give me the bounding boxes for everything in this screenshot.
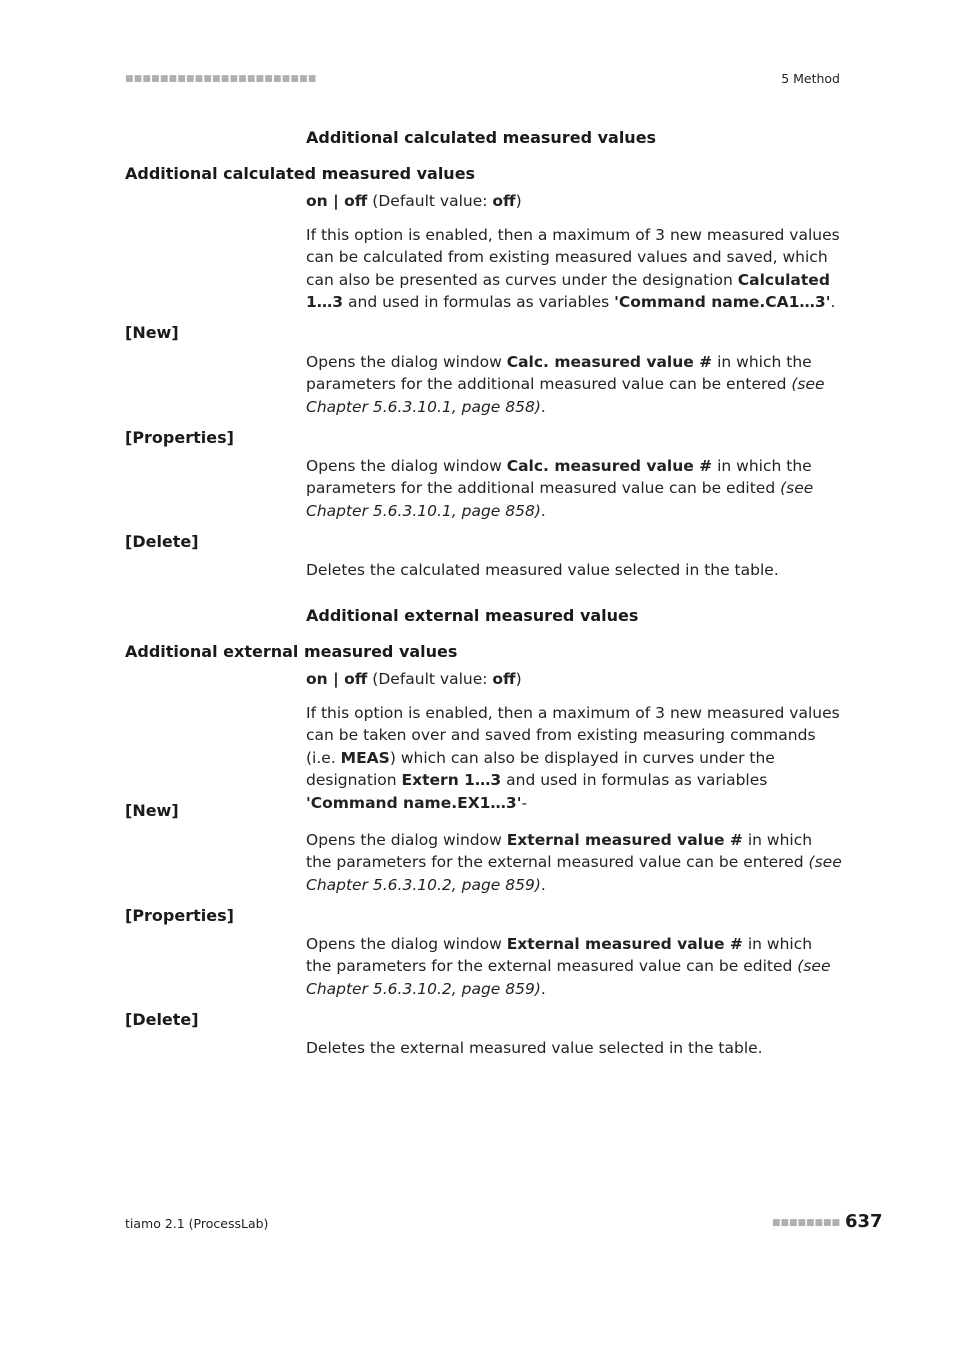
dialog-name: External measured value # (506, 935, 743, 953)
text: Opens the dialog window (306, 457, 507, 475)
properties-button-label-calculated: [Properties] (125, 428, 234, 447)
properties-description-calculated (306, 455, 842, 522)
param-title-external: Additional external measured values (125, 642, 458, 661)
text: and used in formulas as variables (343, 293, 615, 312)
cross-reference: (see Chapter 5.6.3.10.1, page 858) (306, 375, 825, 416)
cross-reference: (see Chapter 5.6.3.10.2, page 859) (306, 957, 831, 998)
option-separator: | (327, 192, 345, 210)
option-on: on (306, 192, 328, 210)
text: ) which can also be displayed in curves under the designation (306, 748, 775, 790)
new-button-label-calculated: [New] (125, 323, 179, 342)
delete-button-label-external: [Delete] (125, 1010, 199, 1029)
new-description-external (306, 829, 842, 896)
text: . (540, 875, 546, 894)
properties-description-external (306, 933, 842, 1000)
default-label: (Default value: (367, 670, 493, 688)
variable-name: 'Command name.CA1…3' (614, 293, 831, 312)
delete-description-external: Deletes the external measured value selected in the table. (306, 1039, 763, 1057)
text: Opens the dialog window (306, 353, 507, 371)
text: . (830, 293, 836, 312)
text: . (540, 397, 546, 416)
option-values-calculated (306, 192, 522, 210)
text: . (540, 501, 546, 520)
text: . (540, 979, 546, 998)
cross-reference: (see Chapter 5.6.3.10.2, page 859) (306, 853, 842, 894)
footer-product-name: tiamo 2.1 (ProcessLab) (125, 1216, 269, 1231)
properties-button-label-external: [Properties] (125, 906, 234, 925)
footer-decoration: ■■■■■■■■ (772, 1218, 841, 1228)
option-off: off (344, 670, 368, 688)
text: - (521, 793, 528, 812)
description-external (306, 702, 842, 814)
text: If this option is enabled, then a maximum of 3 new measured values can be calculated from existing measured values and saved, which can also be presented as curves under the designation (306, 226, 840, 289)
variable-name: 'Command name.EX1…3' (306, 793, 522, 812)
section-title-calculated: Additional calculated measured values (306, 128, 657, 147)
delete-button-label-calculated: [Delete] (125, 532, 199, 551)
header-section-name: 5 Method (781, 71, 840, 86)
header-decoration: ■■■■■■■■■■■■■■■■■■■■■■ (125, 74, 317, 84)
dialog-name: External measured value # (506, 831, 743, 849)
default-close: ) (515, 192, 522, 210)
description-calculated (306, 224, 842, 314)
cross-reference: (see Chapter 5.6.3.10.1, page 858) (306, 479, 814, 520)
option-on: on (306, 670, 328, 688)
text: and used in formulas as variables (501, 771, 768, 790)
dialog-name: Calc. measured value # (506, 457, 713, 475)
text: in which the parameters for the additional measured value can be edited (306, 457, 812, 498)
default-value: off (492, 670, 516, 688)
section-title-external: Additional external measured values (306, 606, 639, 625)
text: Opens the dialog window (306, 935, 507, 953)
param-title-calculated: Additional calculated measured values (125, 164, 476, 183)
default-label: (Default value: (367, 192, 493, 210)
delete-description-calculated: Deletes the calculated measured value selected in the table. (306, 561, 779, 579)
designation: Extern 1…3 (401, 771, 502, 790)
new-button-label-external: [New] (125, 801, 179, 820)
page-number: 637 (845, 1211, 883, 1232)
text: in which the parameters for the external measured value can be entered (306, 831, 813, 872)
command-name: MEAS (340, 748, 390, 767)
dialog-name: Calc. measured value # (506, 353, 713, 371)
text: Opens the dialog window (306, 831, 507, 849)
text: in which the parameters for the additional measured value can be entered (306, 353, 812, 394)
default-value: off (492, 192, 516, 210)
designation: Calculated 1…3 (306, 270, 830, 312)
new-description-calculated (306, 351, 842, 418)
option-separator: | (327, 670, 345, 688)
default-close: ) (515, 670, 522, 688)
text: in which the parameters for the external measured value can be edited (306, 935, 813, 976)
option-off: off (344, 192, 368, 210)
option-values-external (306, 670, 522, 688)
text: If this option is enabled, then a maximum of 3 new measured values can be taken over and saved from existing measuring commands (i.e. (306, 704, 840, 767)
